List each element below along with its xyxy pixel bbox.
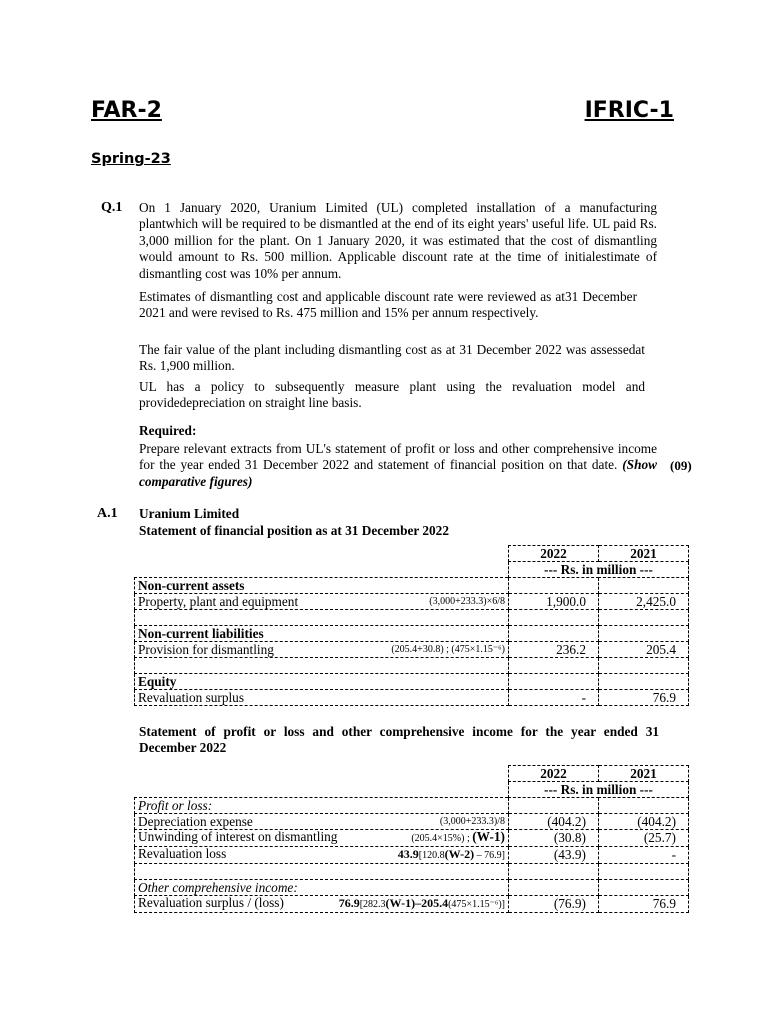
table-row — [135, 830, 689, 847]
sofp-reval-surplus: Revaluation surplus — [135, 690, 509, 706]
required-text: Prepare relevant extracts from UL's statement of profit or loss and other comprehensive income for the year ended 31 December 2022 and statement of financial position on that date. (Show comparative figures) — [139, 441, 657, 489]
table-row — [135, 880, 689, 896]
required-note: (Show comparative figures) — [139, 457, 657, 489]
sofp-reval-surplus-2022: - — [509, 690, 599, 706]
soci-col-2021: 2021 — [599, 766, 689, 782]
sofp-provision-working: (205.4+30.8) ; (475×1.15⁻⁶) — [391, 643, 505, 655]
sofp-reval-surplus-2021: 76.9 — [599, 690, 689, 706]
sofp-nca-head: Non-current assets — [135, 578, 509, 594]
header-right: IFRIC-1 — [584, 98, 674, 123]
marks: (09) — [670, 458, 692, 473]
soci-depreciation-working: (3,000+233.3)/8 — [439, 815, 505, 827]
soci-unwinding-2021: (25.7) — [599, 830, 689, 847]
soci-unwinding: Unwinding of interest on dismantling (205.4×15%) ; (W-1) — [135, 830, 509, 847]
soci-unwinding-working: (205.4×15%) ; (W-1) — [411, 829, 505, 844]
soci-depreciation: Depreciation expense (3,000+233.3)/8 — [135, 814, 509, 830]
sofp-title: Statement of financial position as at 31 December 2022 — [139, 523, 449, 538]
sofp-provision: Provision for dismantling (205.4+30.8) ; (475×1.15⁻⁶) — [135, 642, 509, 658]
company-name: Uranium Limited — [139, 506, 240, 521]
question-paragraph-3: The fair value of the plant including dismantling cost as at 31 December 2022 was assessedat Rs. 1,900 million. — [139, 342, 645, 374]
question-paragraph-1: On 1 January 2020, Uranium Limited (UL) completed installation of a manufacturing plantwhich will be required to be dismantled at the end of its eight years' useful life. UL paid Rs. 3,000 million for the plant. On 1 January 2020, it was estimated that the cost of dismantling would amount to Rs. 500 million. Applicable discount rate at the time of initialestimate of dismantling cost was 10% per annum. — [139, 200, 657, 281]
table-row — [135, 658, 689, 674]
table-row — [135, 782, 689, 798]
soci-table — [134, 765, 689, 913]
soci-depreciation-2022: (404.2) — [509, 814, 599, 830]
soci-reval-loss-2022: (43.9) — [509, 847, 599, 864]
soci-title: Statement of profit or loss and other comprehensive income for the year ended 31 December 2022 — [139, 724, 659, 756]
table-row — [135, 578, 689, 594]
sofp-provision-2022: 236.2 — [509, 642, 599, 658]
table-row — [135, 562, 689, 578]
table-row — [135, 690, 689, 706]
sofp-col-2021: 2021 — [599, 546, 689, 562]
soci-depreciation-2021: (404.2) — [599, 814, 689, 830]
sofp-provision-2021: 205.4 — [599, 642, 689, 658]
table-row — [135, 594, 689, 610]
table-row — [135, 847, 689, 864]
soci-reval-loss-2021: - — [599, 847, 689, 864]
sofp-table — [134, 545, 689, 706]
table-row — [135, 766, 689, 782]
soci-unit: --- Rs. in million --- — [509, 782, 689, 798]
question-paragraph-4: UL has a policy to subsequently measure plant using the revaluation model and providedepreciation on straight line basis. — [139, 379, 645, 411]
question-number: Q.1 — [101, 200, 123, 215]
table-row — [135, 896, 689, 913]
soci-reval-surplus-loss-2022: (76.9) — [509, 896, 599, 913]
soci-reval-surplus-loss-working: 76.9[282.3(W-1)–205.4(475×1.15⁻⁶)] — [338, 896, 505, 910]
answer-number: A.1 — [97, 506, 118, 521]
sofp-ppe-2021: 2,425.0 — [599, 594, 689, 610]
table-row — [135, 798, 689, 814]
term-label: Spring-23 — [91, 151, 171, 167]
sofp-unit: --- Rs. in million --- — [509, 562, 689, 578]
table-row — [135, 814, 689, 830]
table-row — [135, 546, 689, 562]
table-row — [135, 610, 689, 626]
soci-unwinding-2022: (30.8) — [509, 830, 599, 847]
sofp-equity-head: Equity — [135, 674, 509, 690]
soci-reval-surplus-loss: Revaluation surplus / (loss) 76.9[282.3(W-1)–205.4(475×1.15⁻⁶)] — [135, 896, 509, 913]
sofp-ncl-head: Non-current liabilities — [135, 626, 509, 642]
required-label: Required: — [139, 423, 197, 438]
table-row — [135, 864, 689, 880]
soci-reval-loss: Revaluation loss 43.9[120.8(W-2) – 76.9] — [135, 847, 509, 864]
sofp-ppe-2022: 1,900.0 — [509, 594, 599, 610]
soci-reval-surplus-loss-2021: 76.9 — [599, 896, 689, 913]
sofp-ppe: Property, plant and equipment (3,000+233.3)×6/8 — [135, 594, 509, 610]
soci-pl-head: Profit or loss: — [135, 798, 509, 814]
table-row — [135, 642, 689, 658]
question-paragraph-2: Estimates of dismantling cost and applicable discount rate were reviewed as at31 December 2021 and were revised to Rs. 475 million and 15% per annum respectively. — [139, 289, 637, 321]
sofp-col-2022: 2022 — [509, 546, 599, 562]
header-left: FAR-2 — [91, 98, 162, 123]
sofp-ppe-working: (3,000+233.3)×6/8 — [429, 595, 505, 607]
table-row — [135, 674, 689, 690]
soci-oci-head: Other comprehensive income: — [135, 880, 509, 896]
soci-col-2022: 2022 — [509, 766, 599, 782]
table-row — [135, 626, 689, 642]
soci-reval-loss-working: 43.9[120.8(W-2) – 76.9] — [397, 847, 505, 861]
